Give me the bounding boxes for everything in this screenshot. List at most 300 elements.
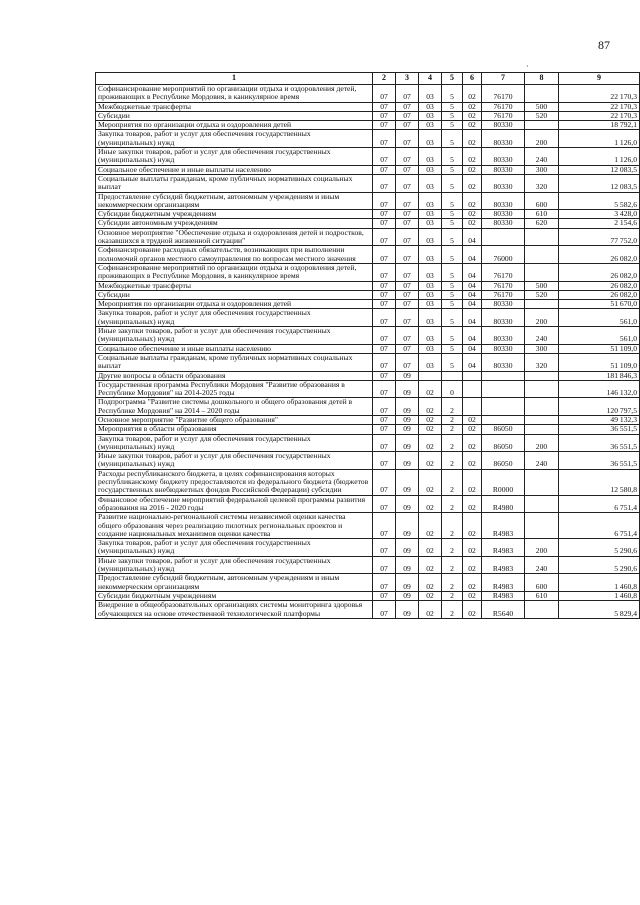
direction-code: 76170	[482, 290, 525, 299]
program-code: 02	[419, 513, 442, 539]
program-code: 03	[419, 210, 442, 219]
event-code: 04	[463, 246, 482, 264]
expense-type-code: 200	[525, 434, 559, 452]
section-code: 07	[373, 300, 396, 309]
amount: 2 154,6	[559, 219, 640, 228]
amount: 12 083,5	[559, 165, 640, 174]
row-name: Иные закупки товаров, работ и услуг для обеспечения государственных (муниципальных) нужд	[96, 452, 373, 470]
expense-type-code: 240	[525, 148, 559, 166]
table-row	[96, 121, 640, 130]
subprogram-code: 5	[442, 300, 463, 309]
expense-type-code	[525, 601, 559, 619]
expense-type-code: 600	[525, 192, 559, 210]
table-row	[96, 452, 640, 470]
direction-code	[482, 228, 525, 246]
direction-code: 80330	[482, 192, 525, 210]
amount: 22 170,3	[559, 111, 640, 120]
subsection-code: 09	[396, 556, 419, 574]
subsection-code: 09	[396, 371, 419, 380]
program-code: 02	[419, 434, 442, 452]
direction-code: 80330	[482, 165, 525, 174]
direction-code: R4983	[482, 556, 525, 574]
subsection-code: 07	[396, 263, 419, 281]
subsection-code: 07	[396, 300, 419, 309]
amount: 146 132,0	[559, 380, 640, 398]
subsection-code: 09	[396, 398, 419, 416]
direction-code: 80330	[482, 210, 525, 219]
section-code: 07	[373, 148, 396, 166]
amount: 26 082,0	[559, 281, 640, 290]
program-code: 02	[419, 495, 442, 513]
direction-code: 80330	[482, 327, 525, 345]
amount: 22 170,3	[559, 102, 640, 111]
subsection-code: 07	[396, 281, 419, 290]
subsection-code: 09	[396, 380, 419, 398]
amount: 1 460,8	[559, 591, 640, 600]
expense-type-code: 320	[525, 174, 559, 192]
expense-type-code	[525, 85, 559, 103]
subprogram-code: 5	[442, 281, 463, 290]
amount: 49 132,3	[559, 415, 640, 424]
section-code: 07	[373, 263, 396, 281]
expense-type-code	[525, 469, 559, 495]
program-code: 03	[419, 121, 442, 130]
expense-type-code	[525, 246, 559, 264]
subprogram-code: 5	[442, 210, 463, 219]
event-code: 02	[463, 513, 482, 539]
expense-type-code	[525, 121, 559, 130]
section-code: 07	[373, 353, 396, 371]
amount: 51 109,0	[559, 344, 640, 353]
expense-type-code	[525, 300, 559, 309]
direction-code: 76170	[482, 111, 525, 120]
event-code	[463, 380, 482, 398]
event-code: 02	[463, 102, 482, 111]
subprogram-code: 0	[442, 380, 463, 398]
amount: 5 582,6	[559, 192, 640, 210]
event-code: 02	[463, 85, 482, 103]
program-code: 02	[419, 452, 442, 470]
row-name: Внедрение в общеобразовательных организациях системы мониторинга здоровья обучающихся на основе отечественной технологической платформы	[96, 601, 373, 619]
subprogram-code: 5	[442, 344, 463, 353]
row-name: Расходы республиканского бюджета, в целях софинансирования которых республиканскому бюджету предоставляются из федерального бюджета (бюджетов государственных внебюджетных фондов Российской Федерации) субсидии	[96, 469, 373, 495]
direction-code: 80330	[482, 130, 525, 148]
subsection-code: 07	[396, 102, 419, 111]
event-code: 04	[463, 263, 482, 281]
amount: 12 083,5	[559, 174, 640, 192]
subprogram-code: 5	[442, 309, 463, 327]
program-code: 03	[419, 130, 442, 148]
section-code: 07	[373, 495, 396, 513]
subsection-code: 09	[396, 591, 419, 600]
event-code: 02	[463, 591, 482, 600]
table-row	[96, 210, 640, 219]
section-code: 07	[373, 513, 396, 539]
expense-type-code: 520	[525, 111, 559, 120]
subprogram-code: 5	[442, 85, 463, 103]
row-name: Мероприятия по организации отдыха и оздоровления детей	[96, 121, 373, 130]
event-code	[463, 371, 482, 380]
program-code: 02	[419, 425, 442, 434]
event-code: 04	[463, 290, 482, 299]
direction-code: 80330	[482, 300, 525, 309]
section-code: 07	[373, 371, 396, 380]
direction-code: 76000	[482, 246, 525, 264]
subsection-code: 07	[396, 327, 419, 345]
amount: 561,0	[559, 309, 640, 327]
amount: 26 082,0	[559, 290, 640, 299]
table-header-row	[96, 73, 640, 85]
expense-type-code	[525, 263, 559, 281]
section-code: 07	[373, 309, 396, 327]
direction-code	[482, 380, 525, 398]
row-name: Развитие национально-региональной системы независимой оценки качества общего образования через реализацию пилотных региональных проектов и создание национальных механизмов оценки качества	[96, 513, 373, 539]
direction-code: R4980	[482, 495, 525, 513]
subprogram-code: 2	[442, 601, 463, 619]
event-code: 04	[463, 344, 482, 353]
direction-code: R4983	[482, 574, 525, 592]
program-code: 03	[419, 246, 442, 264]
event-code: 04	[463, 228, 482, 246]
expense-type-code: 500	[525, 281, 559, 290]
subsection-code: 09	[396, 469, 419, 495]
subsection-code: 09	[396, 415, 419, 424]
row-name: Межбюджетные трансферты	[96, 102, 373, 111]
program-code: 03	[419, 327, 442, 345]
event-code: 02	[463, 130, 482, 148]
subsection-code: 09	[396, 601, 419, 619]
subsection-code: 07	[396, 210, 419, 219]
amount: 22 170,3	[559, 85, 640, 103]
program-code: 03	[419, 148, 442, 166]
expense-type-code: 500	[525, 102, 559, 111]
amount: 1 126,0	[559, 130, 640, 148]
subprogram-code: 5	[442, 290, 463, 299]
expense-type-code	[525, 228, 559, 246]
subprogram-code: 5	[442, 121, 463, 130]
subsection-code: 07	[396, 148, 419, 166]
row-name: Социальные выплаты гражданам, кроме публичных нормативных социальных выплат	[96, 353, 373, 371]
row-name: Предоставление субсидий бюджетным, автономным учреждениям и иным некоммерческим организациям	[96, 192, 373, 210]
expense-type-code: 200	[525, 309, 559, 327]
expense-type-code: 240	[525, 327, 559, 345]
direction-code: R4983	[482, 539, 525, 557]
table-row	[96, 165, 640, 174]
subsection-code: 09	[396, 513, 419, 539]
event-code: 02	[463, 111, 482, 120]
table-row	[96, 192, 640, 210]
subsection-code: 09	[396, 434, 419, 452]
subprogram-code: 5	[442, 246, 463, 264]
subsection-code: 07	[396, 130, 419, 148]
subsection-code: 07	[396, 344, 419, 353]
amount: 51 109,0	[559, 353, 640, 371]
table-row	[96, 495, 640, 513]
row-name: Софинансирование мероприятий по организации отдыха и оздоровления детей, проживающих в Республике Мордовия, в каникулярное время	[96, 85, 373, 103]
amount: 26 082,0	[559, 263, 640, 281]
event-code: 02	[463, 452, 482, 470]
amount: 3 428,0	[559, 210, 640, 219]
amount: 36 551,5	[559, 452, 640, 470]
event-code: 02	[463, 415, 482, 424]
subprogram-code: 2	[442, 425, 463, 434]
column-header: 6	[463, 73, 482, 85]
expense-type-code: 610	[525, 591, 559, 600]
table-row	[96, 228, 640, 246]
direction-code: 80330	[482, 219, 525, 228]
section-code: 07	[373, 111, 396, 120]
amount: 1 126,0	[559, 148, 640, 166]
direction-code: 80330	[482, 344, 525, 353]
row-name: Закупка товаров, работ и услуг для обеспечения государственных (муниципальных) нужд	[96, 434, 373, 452]
program-code: 03	[419, 228, 442, 246]
column-header: 7	[482, 73, 525, 85]
section-code: 07	[373, 344, 396, 353]
event-code: 04	[463, 353, 482, 371]
column-header: 4	[419, 73, 442, 85]
expense-type-code	[525, 513, 559, 539]
direction-code: 76170	[482, 102, 525, 111]
subprogram-code: 2	[442, 415, 463, 424]
event-code: 04	[463, 281, 482, 290]
row-name: Субсидии бюджетным учреждениям	[96, 591, 373, 600]
section-code: 07	[373, 469, 396, 495]
subsection-code: 07	[396, 246, 419, 264]
row-name: Государственная программа Республики Мордовия "Развитие образования в Республике Мордовия" на 2014-2025 годы	[96, 380, 373, 398]
table-row	[96, 371, 640, 380]
event-code	[463, 398, 482, 416]
subprogram-code: 2	[442, 469, 463, 495]
column-header: 5	[442, 73, 463, 85]
program-code	[419, 371, 442, 380]
amount: 12 580,8	[559, 469, 640, 495]
section-code: 07	[373, 165, 396, 174]
subprogram-code: 5	[442, 263, 463, 281]
table-row	[96, 174, 640, 192]
row-name: Субсидии автономным учреждениям	[96, 219, 373, 228]
direction-code: 86050	[482, 425, 525, 434]
subsection-code: 07	[396, 174, 419, 192]
amount: 77 752,0	[559, 228, 640, 246]
direction-code: 80330	[482, 174, 525, 192]
program-code: 02	[419, 398, 442, 416]
direction-code: 80330	[482, 148, 525, 166]
expense-type-code: 240	[525, 452, 559, 470]
row-name: Иные закупки товаров, работ и услуг для обеспечения государственных (муниципальных) нужд	[96, 148, 373, 166]
row-name: Закупка товаров, работ и услуг для обеспечения государственных (муниципальных) нужд	[96, 309, 373, 327]
expense-type-code	[525, 380, 559, 398]
row-name: Иные закупки товаров, работ и услуг для обеспечения государственных (муниципальных) нужд	[96, 327, 373, 345]
section-code: 07	[373, 601, 396, 619]
direction-code: R5640	[482, 601, 525, 619]
subsection-code: 07	[396, 290, 419, 299]
subprogram-code: 5	[442, 102, 463, 111]
direction-code: 76170	[482, 281, 525, 290]
subprogram-code: 2	[442, 591, 463, 600]
subprogram-code: 5	[442, 111, 463, 120]
table-row	[96, 574, 640, 592]
amount: 120 797,5	[559, 398, 640, 416]
section-code: 07	[373, 174, 396, 192]
section-code: 07	[373, 380, 396, 398]
amount: 1 460,8	[559, 574, 640, 592]
amount: 6 751,4	[559, 513, 640, 539]
section-code: 07	[373, 415, 396, 424]
expense-type-code: 620	[525, 219, 559, 228]
table-row	[96, 469, 640, 495]
amount: 5 290,6	[559, 539, 640, 557]
table-body	[96, 85, 640, 619]
table-row	[96, 263, 640, 281]
event-code: 02	[463, 165, 482, 174]
subprogram-code: 5	[442, 353, 463, 371]
program-code: 02	[419, 380, 442, 398]
event-code: 02	[463, 556, 482, 574]
amount: 26 082,0	[559, 246, 640, 264]
event-code: 02	[463, 210, 482, 219]
section-code: 07	[373, 434, 396, 452]
subprogram-code: 2	[442, 398, 463, 416]
row-name: Закупка товаров, работ и услуг для обеспечения государственных (муниципальных) нужд	[96, 539, 373, 557]
direction-code: 86050	[482, 434, 525, 452]
row-name: Субсидии бюджетным учреждениям	[96, 210, 373, 219]
page-number: 87	[598, 38, 610, 52]
subprogram-code: 5	[442, 130, 463, 148]
program-code: 02	[419, 469, 442, 495]
event-code: 02	[463, 425, 482, 434]
section-code: 07	[373, 228, 396, 246]
event-code: 04	[463, 327, 482, 345]
column-header: 2	[373, 73, 396, 85]
section-code: 07	[373, 102, 396, 111]
event-code: 02	[463, 434, 482, 452]
expense-type-code	[525, 495, 559, 513]
row-name: Подпрограмма "Развитие системы дошкольного и общего образования детей в Республике Мордовия" на 2014 – 2020 годы	[96, 398, 373, 416]
subsection-code: 09	[396, 495, 419, 513]
subsection-code: 07	[396, 228, 419, 246]
subprogram-code: 5	[442, 228, 463, 246]
amount: 51 670,0	[559, 300, 640, 309]
row-name: Закупка товаров, работ и услуг для обеспечения государственных (муниципальных) нужд	[96, 130, 373, 148]
table-row	[96, 327, 640, 345]
table-row	[96, 111, 640, 120]
amount: 181 846,3	[559, 371, 640, 380]
table-row	[96, 102, 640, 111]
table-row	[96, 425, 640, 434]
program-code: 03	[419, 344, 442, 353]
amount: 36 551,5	[559, 425, 640, 434]
subprogram-code	[442, 371, 463, 380]
amount: 5 290,6	[559, 556, 640, 574]
subprogram-code: 2	[442, 495, 463, 513]
event-code: 02	[463, 219, 482, 228]
subprogram-code: 5	[442, 192, 463, 210]
subsection-code: 07	[396, 111, 419, 120]
row-name: Предоставление субсидий бюджетным, автономным учреждениям и иным некоммерческим организациям	[96, 574, 373, 592]
program-code: 03	[419, 281, 442, 290]
program-code: 02	[419, 591, 442, 600]
section-code: 07	[373, 327, 396, 345]
subprogram-code: 2	[442, 452, 463, 470]
event-code: 02	[463, 148, 482, 166]
section-code: 07	[373, 290, 396, 299]
section-code: 07	[373, 425, 396, 434]
event-code: 02	[463, 192, 482, 210]
event-code: 02	[463, 601, 482, 619]
subprogram-code: 5	[442, 165, 463, 174]
column-header: 8	[525, 73, 559, 85]
subsection-code: 07	[396, 85, 419, 103]
expense-type-code: 240	[525, 556, 559, 574]
program-code: 03	[419, 85, 442, 103]
table-row	[96, 130, 640, 148]
program-code: 03	[419, 192, 442, 210]
subprogram-code: 5	[442, 219, 463, 228]
stray-mark: ·	[526, 62, 529, 71]
row-name: Социальное обеспечение и иные выплаты населению	[96, 165, 373, 174]
subsection-code: 07	[396, 165, 419, 174]
subprogram-code: 5	[442, 174, 463, 192]
program-code: 03	[419, 165, 442, 174]
row-name: Финансовое обеспечение мероприятий федеральной целевой программы развития образования на 2016 - 2020 годы	[96, 495, 373, 513]
amount: 6 751,4	[559, 495, 640, 513]
direction-code: 80330	[482, 121, 525, 130]
subsection-code: 07	[396, 309, 419, 327]
subprogram-code: 5	[442, 327, 463, 345]
table-row	[96, 353, 640, 371]
table-row	[96, 344, 640, 353]
direction-code	[482, 398, 525, 416]
expense-type-code	[525, 371, 559, 380]
section-code: 07	[373, 219, 396, 228]
expense-type-code: 200	[525, 539, 559, 557]
event-code: 02	[463, 174, 482, 192]
column-header: 3	[396, 73, 419, 85]
expense-type-code	[525, 398, 559, 416]
subsection-code: 09	[396, 425, 419, 434]
subsection-code: 07	[396, 192, 419, 210]
section-code: 07	[373, 85, 396, 103]
row-name: Мероприятия по организации отдыха и оздоровления детей	[96, 300, 373, 309]
direction-code: R4983	[482, 513, 525, 539]
subsection-code: 09	[396, 539, 419, 557]
program-code: 02	[419, 539, 442, 557]
subprogram-code: 5	[442, 148, 463, 166]
row-name: Иные закупки товаров, работ и услуг для обеспечения государственных (муниципальных) нужд	[96, 556, 373, 574]
section-code: 07	[373, 192, 396, 210]
section-code: 07	[373, 398, 396, 416]
amount: 5 829,4	[559, 601, 640, 619]
event-code: 02	[463, 495, 482, 513]
expense-type-code: 600	[525, 574, 559, 592]
table-row	[96, 539, 640, 557]
subsection-code: 07	[396, 219, 419, 228]
column-header: 9	[559, 73, 640, 85]
table-row	[96, 309, 640, 327]
row-name: Другие вопросы в области образования	[96, 371, 373, 380]
program-code: 02	[419, 415, 442, 424]
row-name: Субсидии	[96, 290, 373, 299]
program-code: 03	[419, 300, 442, 309]
expense-type-code: 520	[525, 290, 559, 299]
amount: 36 551,5	[559, 434, 640, 452]
expense-type-code: 200	[525, 130, 559, 148]
table-row	[96, 380, 640, 398]
section-code: 07	[373, 246, 396, 264]
section-code: 07	[373, 556, 396, 574]
subsection-code: 07	[396, 353, 419, 371]
program-code: 03	[419, 219, 442, 228]
